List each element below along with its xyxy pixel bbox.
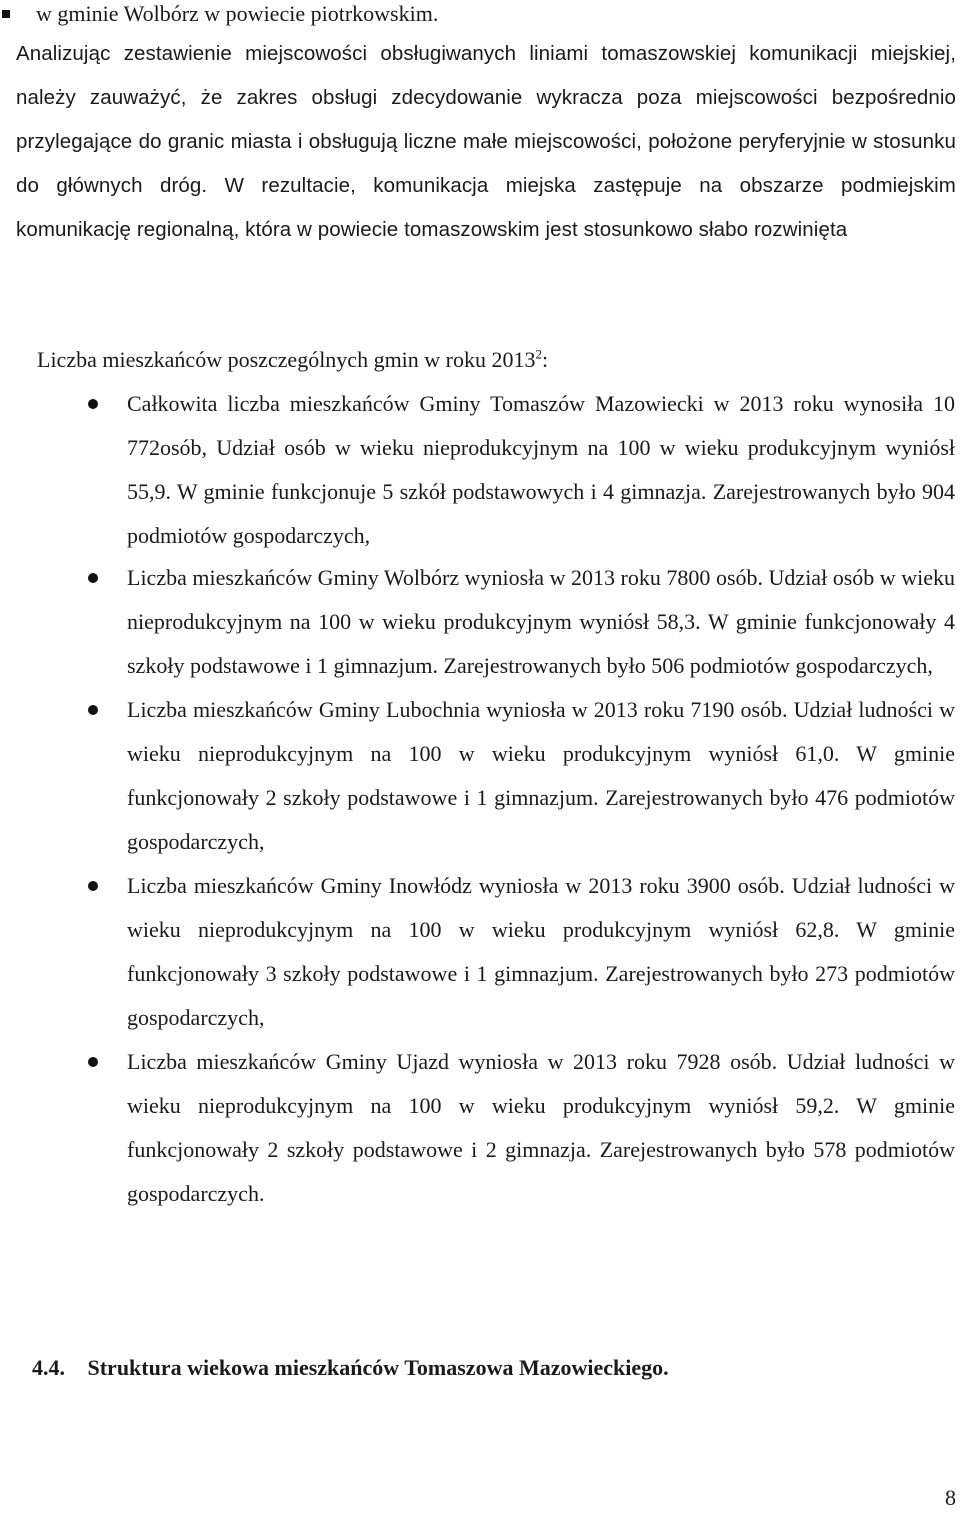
gminy-list <box>0 382 960 1216</box>
bullet-dot-icon <box>88 881 98 891</box>
list-item-text: Liczba mieszkańców Gminy Lubochnia wyniosła w 2013 roku 7190 osób. Udział ludności w wieku nieprodukcyjnym na 100 w wieku produkcyjnym wyniósł 61,0. W gminie funkcjonowały 2 szkoły podstawowe i 1 gimnazjum. Zarejestrowanych było 476 podmiotów gospodarczych, <box>127 697 955 854</box>
bullet-dot-icon <box>88 399 98 409</box>
list-item-text: Liczba mieszkańców Gminy Wolbórz wyniosła w 2013 roku 7800 osób. Udział osób w wieku nieprodukcyjnym na 100 w wieku produkcyjnym wyniósł 58,3. W gminie funkcjonowały 4 szkoły podstawowe i 1 gimnazjum. Zarejestrowanych było 506 podmiotów gospodarczych, <box>127 565 955 678</box>
bullet-dot-icon <box>88 1057 98 1067</box>
bullet-dot-icon <box>88 705 98 715</box>
square-bullet-icon <box>2 10 10 18</box>
list-item-text: Całkowita liczba mieszkańców Gminy Tomaszów Mazowiecki w 2013 roku wynosiła 10 772osób, Udział osób w wieku nieprodukcyjnym na 100 w wieku produkcyjnym wyniósł 55,9. W gminie funkcjonuje 5 szkół podstawowych i 4 gimnazja. Zarejestrowanych było 904 podmiotów gospodarczych, <box>127 391 955 548</box>
list-item <box>0 864 960 1040</box>
list-item <box>0 688 960 864</box>
top-bullet-text: w gminie Wolbórz w powiecie piotrkowskim. <box>36 1 439 26</box>
bullet-dot-icon <box>88 573 98 583</box>
section-heading <box>32 1355 669 1381</box>
footnote-ref: 2 <box>535 346 543 362</box>
list-item <box>0 1040 960 1216</box>
section-number: 4.4. <box>32 1355 65 1380</box>
section-title: Struktura wiekowa mieszkańców Tomaszowa Mazowieckiego. <box>87 1355 669 1380</box>
list-item-text: Liczba mieszkańców Gminy Ujazd wyniosła w 2013 roku 7928 osób. Udział ludności w wieku nieprodukcyjnym na 100 w wieku produkcyjnym wyniósł 59,2. W gminie funkcjonowały 2 szkoły podstawowe i 2 gimnazja. Zarejestrowanych było 578 podmiotów gospodarczych. <box>127 1049 955 1206</box>
list-item <box>0 382 960 558</box>
list-item <box>0 556 960 688</box>
intro-suffix: : <box>542 347 549 372</box>
page-number: 8 <box>945 1485 956 1510</box>
population-intro <box>37 340 548 380</box>
list-item-text: Liczba mieszkańców Gminy Inowłódz wyniosła w 2013 roku 3900 osób. Udział ludności w wieku nieprodukcyjnym na 100 w wieku produkcyjnym wyniósł 62,8. W gminie funkcjonowały 3 szkoły podstawowe i 1 gimnazjum. Zarejestrowanych było 273 podmiotów gospodarczych, <box>127 873 955 1030</box>
body-paragraph: Analizując zestawienie miejscowości obsługiwanych liniami tomaszowskiej komunikacji miejskiej, należy zauważyć, że zakres obsługi zdecydowanie wykracza poza miejscowości bezpośrednio przylegające do granic miasta i obsługują liczne małe miejscowości, położone peryferyjnie w stosunku do głównych dróg. W rezultacie, komunikacja miejska zastępuje na obszarze podmiejskim komunikację regionalną, która w powiecie tomaszowskim jest stosunkowo słabo rozwinięta <box>16 42 956 241</box>
intro-text: Liczba mieszkańców poszczególnych gmin w roku 2013 <box>37 347 536 372</box>
top-bullet-item <box>0 0 940 28</box>
